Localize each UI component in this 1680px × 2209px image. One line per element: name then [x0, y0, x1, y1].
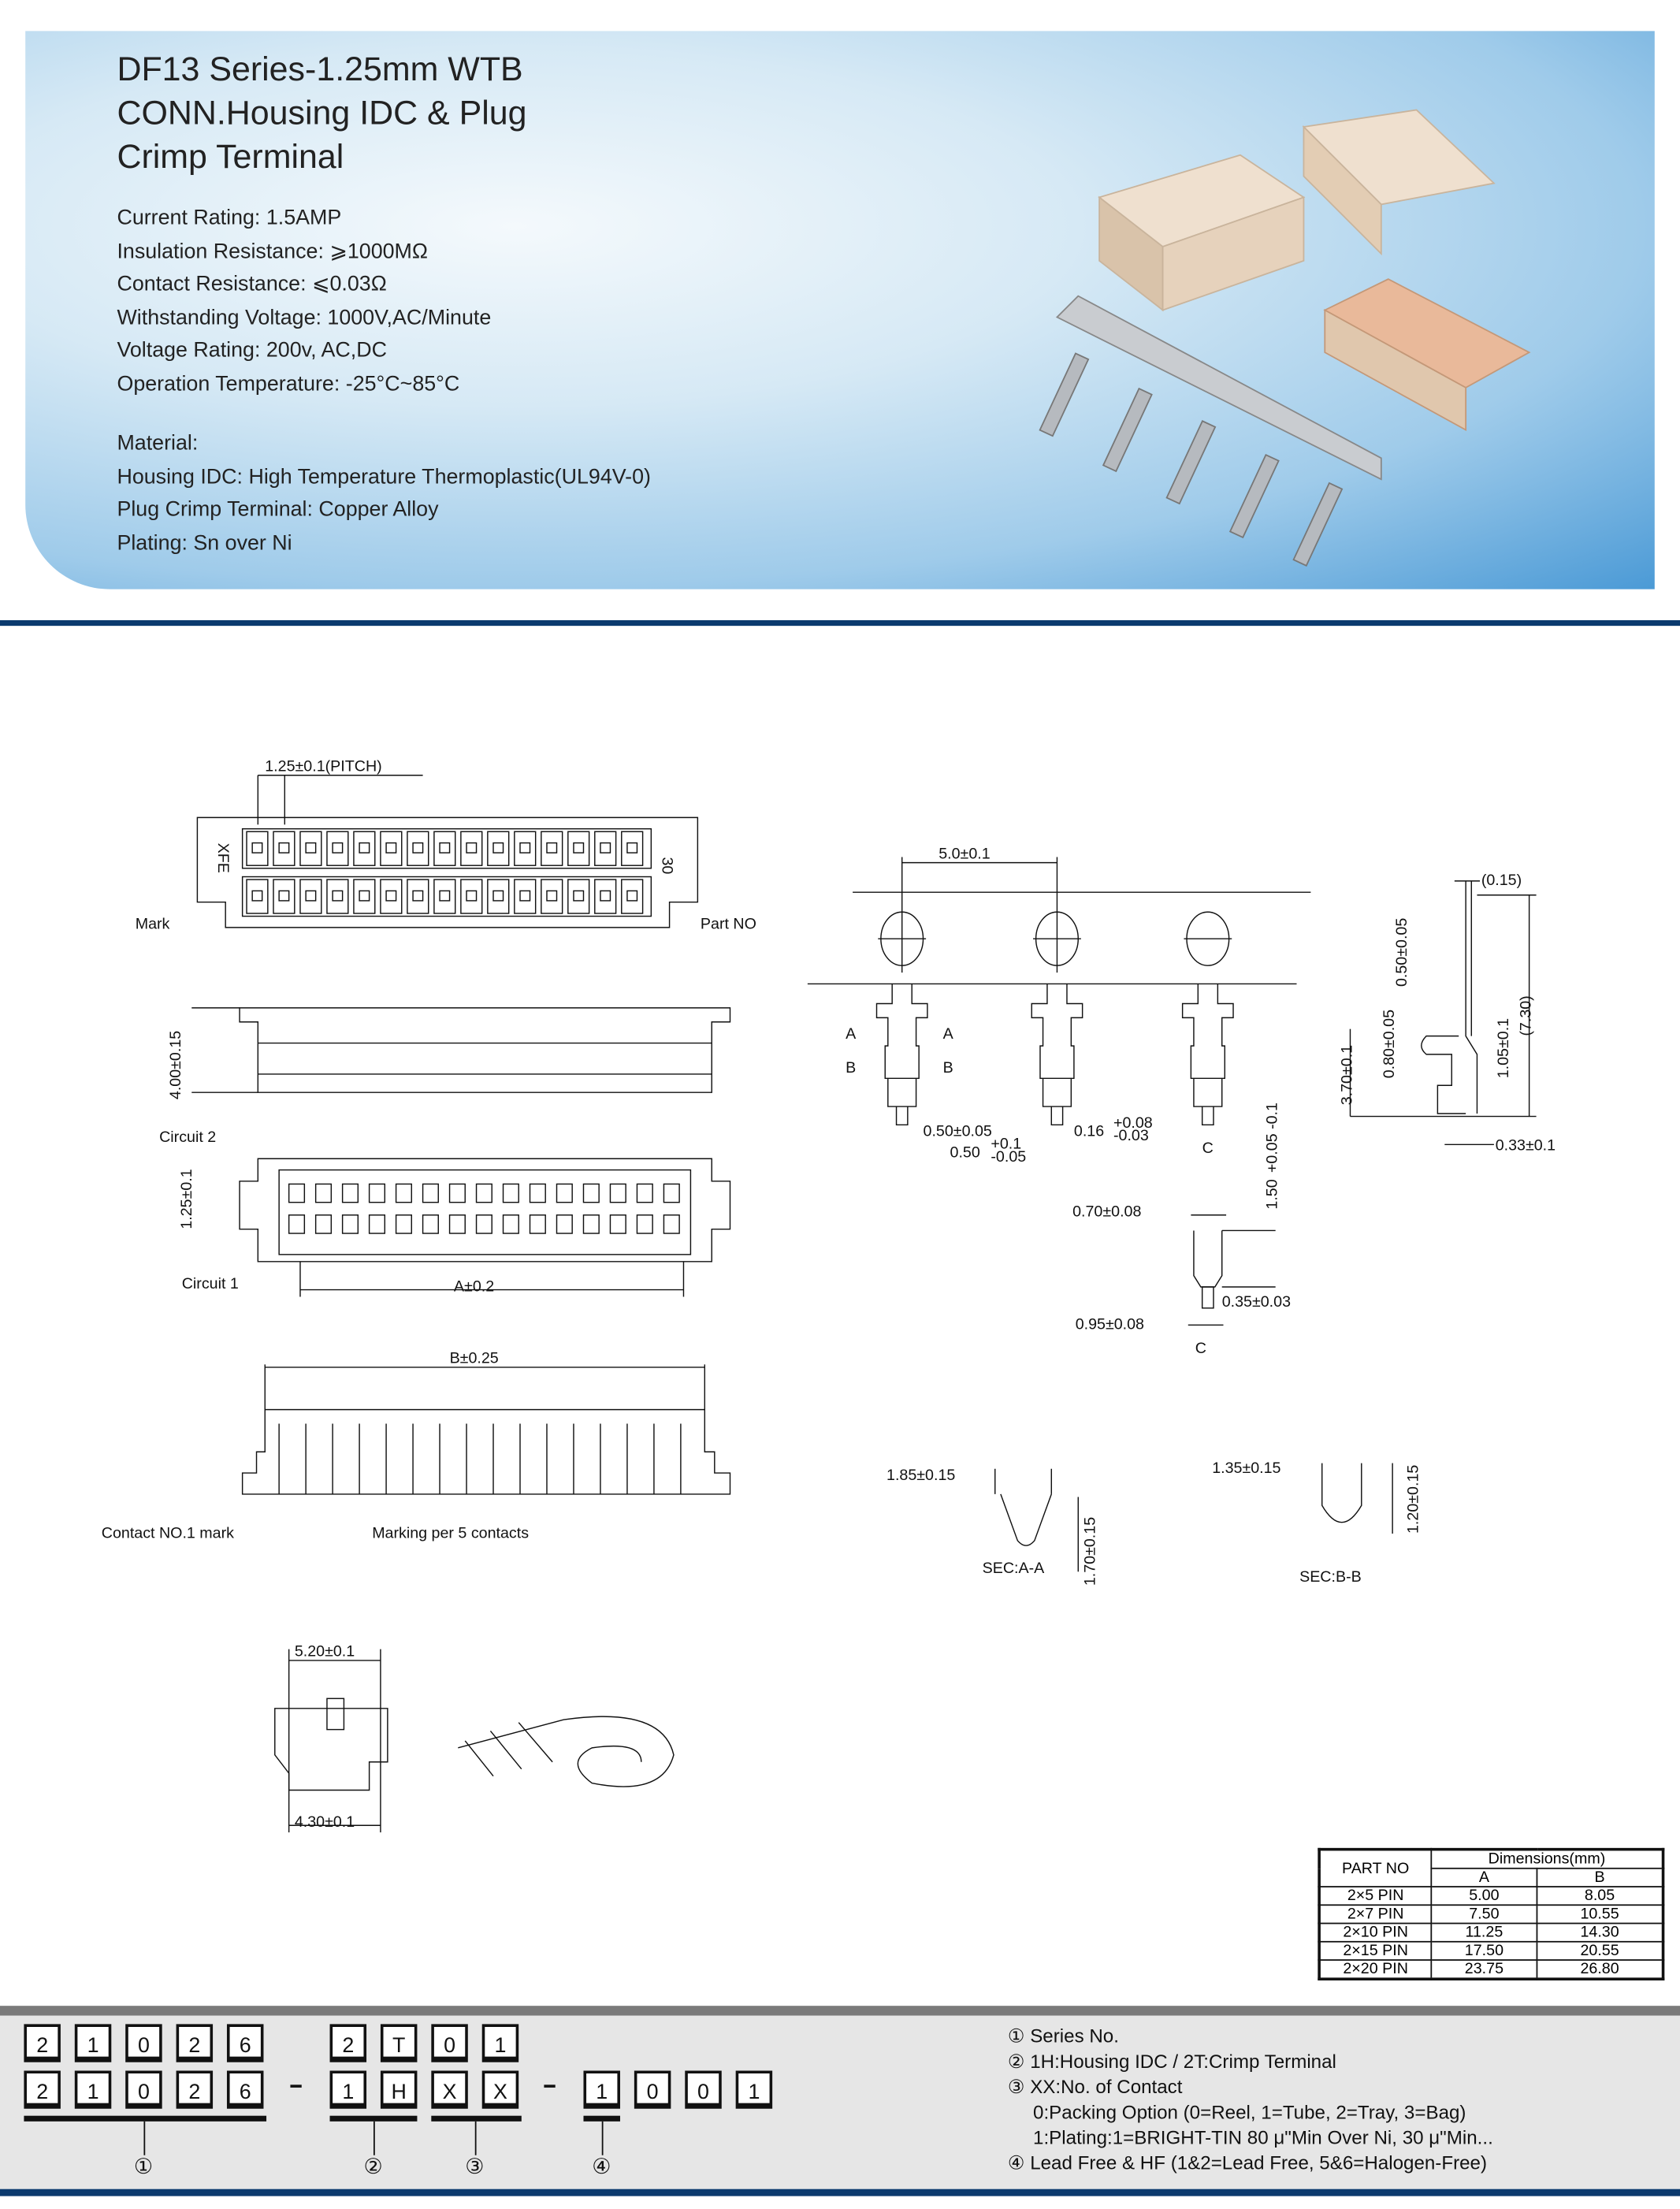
- contact-cell: [450, 1215, 466, 1233]
- housing-top-view: [197, 775, 697, 928]
- dim-a-label: A±0.2: [453, 1277, 495, 1296]
- footer-bottom-bar: [0, 2189, 1680, 2196]
- circuit1-label: Circuit 1: [181, 1274, 239, 1292]
- section-aa-drawing: [995, 1469, 1079, 1572]
- contact-cell: [610, 1215, 626, 1233]
- technical-drawing: [0, 634, 1680, 1846]
- leader-line: [602, 2122, 604, 2155]
- contact-cell: [273, 880, 295, 913]
- terminal-contact: [1183, 984, 1233, 1125]
- contact-hole: [493, 891, 504, 901]
- legend-item: ② 1H:Housing IDC / 2T:Crimp Terminal: [1007, 2051, 1336, 2073]
- contact-cell: [381, 880, 402, 913]
- section-a-right: A: [942, 1025, 953, 1043]
- title-line: DF13 Series-1.25mm WTB: [117, 50, 523, 89]
- dim-105-label: 1.05±0.1: [1494, 1017, 1512, 1079]
- product-title: [117, 48, 526, 179]
- section-b-left: B: [846, 1059, 857, 1077]
- section-c-label: C: [1202, 1140, 1214, 1158]
- cell-a: 17.50: [1431, 1942, 1537, 1960]
- dim-050b-tol-plus: +0.1: [991, 1135, 1022, 1153]
- contact-hole: [627, 843, 637, 853]
- contact-cell: [327, 831, 348, 865]
- title-line: Crimp Terminal: [117, 138, 344, 177]
- code-box: X: [482, 2070, 519, 2108]
- dim-b-label: B±0.25: [449, 1349, 499, 1367]
- contact-cell: [637, 1215, 652, 1233]
- section-divider: [0, 620, 1680, 626]
- material-terminal: Plug Crimp Terminal: Copper Alloy: [117, 497, 439, 522]
- pitch-50-label: 5.0±0.1: [938, 845, 991, 863]
- code-box: 0: [125, 2024, 162, 2062]
- pitch-label: 1.25±0.1(PITCH): [265, 757, 382, 775]
- contact-hole: [440, 843, 450, 853]
- footer-top-bar: [0, 2006, 1680, 2016]
- contact-hole: [413, 891, 423, 901]
- code-box: 1: [75, 2070, 112, 2108]
- contact-hole: [386, 843, 396, 853]
- dim-050-label: 0.50±0.05: [923, 1122, 992, 1140]
- contact-cell: [461, 831, 482, 865]
- table-row: [1319, 1905, 1663, 1923]
- dim-170-label: 1.70±0.15: [1081, 1516, 1099, 1586]
- table-row: [1319, 1887, 1663, 1905]
- separator-dash: [544, 2084, 555, 2088]
- contact-cell: [316, 1215, 332, 1233]
- code-box: T: [381, 2024, 418, 2062]
- spec-insulation: Insulation Resistance: ⩾1000MΩ: [117, 239, 428, 263]
- detail-c-label: C: [1195, 1340, 1206, 1358]
- group-underline: [583, 2116, 620, 2122]
- code-box: 2: [24, 2070, 61, 2108]
- legend-item: ④ Lead Free & HF (1&2=Lead Free, 5&6=Halogen-Free): [1007, 2152, 1488, 2174]
- contact-cell: [300, 880, 322, 913]
- section-bb-drawing: [1322, 1463, 1392, 1534]
- contact-cell: [396, 1184, 412, 1202]
- cell-b: 26.80: [1537, 1960, 1663, 1979]
- plug-end-view: [275, 1649, 388, 1833]
- dim-070-label: 0.70±0.08: [1072, 1203, 1142, 1221]
- code-box: H: [381, 2070, 418, 2108]
- contact-hole: [627, 891, 637, 901]
- cell-b: 20.55: [1537, 1942, 1663, 1960]
- contact-cell: [434, 831, 455, 865]
- contact-cell: [247, 880, 268, 913]
- leader-line: [143, 2122, 145, 2155]
- contact-cell: [488, 880, 509, 913]
- code-box: 0: [431, 2024, 468, 2062]
- contact-cell: [370, 1215, 385, 1233]
- contact-cell: [354, 831, 375, 865]
- code-box: X: [431, 2070, 468, 2108]
- contact-cell: [515, 880, 536, 913]
- contact-hole: [600, 891, 611, 901]
- cell-b: 8.05: [1537, 1887, 1663, 1905]
- dim-150-tol: +0.05 -0.1: [1263, 1103, 1281, 1173]
- code-box: 6: [227, 2070, 264, 2108]
- table-row: [1319, 1960, 1663, 1979]
- contact-cell: [568, 880, 589, 913]
- contact-cell: [423, 1215, 439, 1233]
- cell-part: 2×20 PIN: [1319, 1960, 1431, 1979]
- group-underline: [431, 2116, 521, 2122]
- contact-cell: [663, 1215, 679, 1233]
- contact-hole: [440, 891, 450, 901]
- section-bb-label: SEC:B-B: [1299, 1567, 1362, 1586]
- contact-cell: [247, 831, 268, 865]
- header-part-no: PART NO: [1319, 1850, 1431, 1887]
- contact-cell: [423, 1184, 439, 1202]
- contact-hole: [574, 843, 584, 853]
- cell-a: 23.75: [1431, 1960, 1537, 1979]
- spec-voltage: Voltage Rating: 200v, AC,DC: [117, 338, 387, 363]
- contact-hole: [359, 891, 370, 901]
- legend-item: 1:Plating:1=BRIGHT-TIN 80 μ"Min Over Ni, 30 μ"Min...: [1033, 2126, 1493, 2148]
- contact-cell: [381, 831, 402, 865]
- cell-a: 11.25: [1431, 1924, 1537, 1942]
- contact-cell: [300, 831, 322, 865]
- contact-cell: [407, 880, 429, 913]
- contact-hole: [279, 843, 289, 853]
- dim-730-label: (7.30): [1517, 995, 1535, 1036]
- terminal-side-drawing: [1350, 881, 1536, 1144]
- dim-015-label: (0.15): [1481, 872, 1522, 890]
- contact-cell: [396, 1215, 412, 1233]
- contact-hole: [252, 891, 262, 901]
- material-list: [117, 427, 650, 560]
- cell-part: 2×7 PIN: [1319, 1905, 1431, 1923]
- housing-image: [1303, 110, 1493, 254]
- contact-cell: [663, 1184, 679, 1202]
- code-box: 1: [583, 2070, 620, 2108]
- pitch-125-label: 1.25±0.1: [178, 1169, 196, 1229]
- cell-part: 2×15 PIN: [1319, 1942, 1431, 1960]
- legend-item: ① Series No.: [1007, 2025, 1119, 2047]
- contact-cell: [622, 831, 643, 865]
- separator-dash: [290, 2084, 301, 2088]
- section-a-left: A: [846, 1025, 857, 1043]
- terminal-contact: [1031, 984, 1082, 1125]
- dim-185-label: 1.85±0.15: [886, 1467, 956, 1485]
- contact-hole: [547, 843, 557, 853]
- contact-hole: [574, 891, 584, 901]
- contact-hole: [466, 843, 477, 853]
- contact-hole: [333, 843, 343, 853]
- leader-line: [475, 2122, 477, 2155]
- contact-hole: [520, 843, 530, 853]
- housing-front-view: [240, 1158, 730, 1296]
- contact-cell: [595, 880, 616, 913]
- marker-1: ①: [133, 2155, 153, 2180]
- dim-035-label: 0.35±0.03: [1221, 1293, 1292, 1311]
- spec-contact: Contact Resistance: ⩽0.03Ω: [117, 272, 387, 296]
- contact-cell: [461, 880, 482, 913]
- dim-016-tol-minus: -0.03: [1113, 1126, 1149, 1144]
- contact-hole: [413, 843, 423, 853]
- code-box: 0: [685, 2070, 722, 2108]
- code-box: 0: [125, 2070, 162, 2108]
- spec-list: [117, 202, 491, 400]
- contact-hole: [600, 843, 611, 853]
- contact-cell: [343, 1184, 359, 1202]
- contact-cell: [541, 831, 563, 865]
- code-box: 2: [177, 2070, 214, 2108]
- dim-016-label: 0.16: [1073, 1122, 1105, 1140]
- spec-current: Current Rating: 1.5AMP: [117, 206, 342, 230]
- contact-cell: [583, 1215, 599, 1233]
- contact-cell: [289, 1215, 305, 1233]
- contact-cell: [568, 831, 589, 865]
- housing-image: [1325, 279, 1529, 430]
- cell-a: 7.50: [1431, 1905, 1537, 1923]
- contact-cell: [556, 1215, 572, 1233]
- cell-part: 2×10 PIN: [1319, 1924, 1431, 1942]
- contact-hole: [306, 891, 316, 901]
- contact-hole: [333, 891, 343, 901]
- marker-3: ③: [465, 2155, 485, 2180]
- width-520-label: 5.20±0.1: [294, 1642, 355, 1660]
- dim-050v-label: 0.50±0.05: [1393, 917, 1411, 987]
- crimped-wire-illustration: [458, 1716, 674, 1787]
- terminal-strip-drawing: [808, 857, 1311, 1125]
- contact-cell: [488, 831, 509, 865]
- contact-mark-label: Contact NO.1 mark: [101, 1524, 235, 1542]
- contact-cell: [595, 831, 616, 865]
- contact-cell: [556, 1184, 572, 1202]
- contact-hole: [386, 891, 396, 901]
- contact-hole: [466, 891, 477, 901]
- marking-label: Marking per 5 contacts: [372, 1524, 530, 1542]
- contact-hole: [493, 843, 504, 853]
- dim-120-label: 1.20±0.15: [1404, 1464, 1422, 1534]
- contact-hole: [520, 891, 530, 901]
- contact-hole: [279, 891, 289, 901]
- cell-part: 2×5 PIN: [1319, 1887, 1431, 1905]
- contact-hole: [306, 843, 316, 853]
- table-row: [1319, 1942, 1663, 1960]
- xfe-label: XFE: [214, 842, 232, 873]
- dim-150-label: 1.50: [1263, 1179, 1281, 1210]
- height-dim-label: 4.00±0.15: [166, 1030, 184, 1100]
- contact-cell: [327, 880, 348, 913]
- contact-hole: [359, 843, 370, 853]
- contact-cell: [354, 880, 375, 913]
- housing-bottom-view: [243, 1364, 730, 1494]
- contact-cell: [477, 1215, 492, 1233]
- contact-hole: [252, 843, 262, 853]
- code-box: 6: [227, 2024, 264, 2062]
- code-box: 1: [736, 2070, 773, 2108]
- housing-side-view: [191, 1008, 730, 1092]
- header-dimensions: Dimensions(mm): [1431, 1850, 1663, 1869]
- contact-cell: [530, 1184, 546, 1202]
- contact-cell: [583, 1184, 599, 1202]
- contact-cell: [477, 1184, 492, 1202]
- contact-cell: [610, 1184, 626, 1202]
- contact-cell: [637, 1184, 652, 1202]
- code-box: 2: [177, 2024, 214, 2062]
- title-line: CONN.Housing IDC & Plug: [117, 94, 527, 133]
- contact-cell: [343, 1215, 359, 1233]
- code-box: 1: [330, 2070, 367, 2108]
- cell-a: 5.00: [1431, 1887, 1537, 1905]
- circuit2-label: Circuit 2: [159, 1128, 217, 1146]
- width-430-label: 4.30±0.1: [294, 1813, 355, 1832]
- code-box: 1: [482, 2024, 519, 2062]
- code-box: 2: [330, 2024, 367, 2062]
- spec-temperature: Operation Temperature: -25°C~85°C: [117, 371, 460, 396]
- contact-cell: [434, 880, 455, 913]
- dim-050b-label: 0.50: [950, 1144, 980, 1162]
- marker-4: ④: [592, 2155, 611, 2180]
- legend-item: 0:Packing Option (0=Reel, 1=Tube, 2=Tray, 3=Bag): [1033, 2101, 1466, 2123]
- contact-cell: [530, 1215, 546, 1233]
- contact-cell: [515, 831, 536, 865]
- section-aa-label: SEC:A-A: [982, 1560, 1045, 1578]
- contact-cell: [273, 831, 295, 865]
- section-b-right: B: [942, 1059, 953, 1077]
- terminal-contact: [877, 984, 927, 1125]
- marker-2: ②: [363, 2155, 383, 2180]
- code-box: 1: [75, 2024, 112, 2062]
- spec-withstanding: Withstanding Voltage: 1000V,AC/Minute: [117, 305, 492, 329]
- contact-cell: [622, 880, 643, 913]
- mark-label: Mark: [135, 915, 170, 933]
- contact-cell: [504, 1215, 519, 1233]
- contact-cell: [504, 1184, 519, 1202]
- legend-item: ③ XX:No. of Contact: [1007, 2076, 1183, 2098]
- leader-line: [374, 2122, 375, 2155]
- dim-135-label: 1.35±0.15: [1212, 1460, 1281, 1478]
- housing-image: [1099, 155, 1303, 311]
- cell-b: 10.55: [1537, 1905, 1663, 1923]
- header-b: B: [1537, 1869, 1663, 1887]
- dim-095-label: 0.95±0.08: [1075, 1315, 1145, 1333]
- material-plating: Plating: Sn over Ni: [117, 530, 292, 555]
- header-a: A: [1431, 1869, 1537, 1887]
- part-no-label: Part NO: [700, 915, 756, 933]
- contact-cell: [289, 1184, 305, 1202]
- contact-hole: [547, 891, 557, 901]
- part-number-legend: [1008, 2024, 1493, 2176]
- contact-cell: [370, 1184, 385, 1202]
- cell-b: 14.30: [1537, 1924, 1663, 1942]
- group-underline: [330, 2116, 418, 2122]
- dim-033-label: 0.33±0.1: [1495, 1136, 1556, 1155]
- contact-cell: [541, 880, 563, 913]
- code-box: 2: [24, 2024, 61, 2062]
- dimensions-table: [1318, 1848, 1664, 1980]
- number-30-label: 30: [658, 857, 676, 875]
- code-box: 0: [634, 2070, 671, 2108]
- contact-cell: [407, 831, 429, 865]
- dim-080-label: 0.80±0.05: [1380, 1009, 1398, 1079]
- dim-016-tol-plus: +0.08: [1113, 1114, 1153, 1132]
- contact-cell: [316, 1184, 332, 1202]
- dim-370-label: 3.70±0.1: [1338, 1044, 1356, 1106]
- dim-050b-tol-minus: -0.05: [991, 1147, 1027, 1166]
- contact-cell: [450, 1184, 466, 1202]
- product-photo: [1029, 99, 1565, 578]
- material-housing: Housing IDC: High Temperature Thermoplastic(UL94V-0): [117, 464, 651, 489]
- table-row: [1319, 1924, 1663, 1942]
- group-underline: [24, 2116, 266, 2122]
- material-heading: Material:: [117, 431, 199, 456]
